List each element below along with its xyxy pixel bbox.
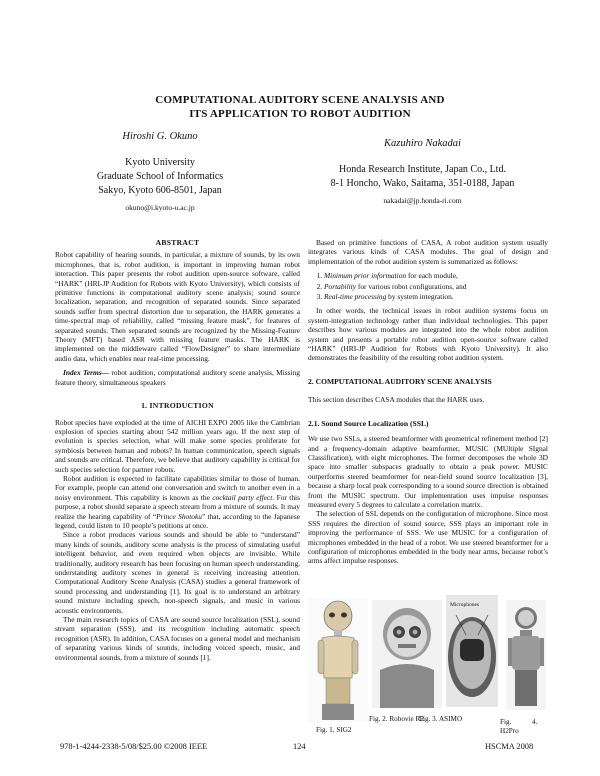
- footer-conference: HSCMA 2008: [485, 742, 534, 751]
- index-terms-text: robot audition, computational auditory scene analysis, Missing feature theory, simultaneous speakers: [55, 368, 301, 387]
- figure-1-caption: Fig. 1. SIG2: [316, 726, 352, 734]
- section-2-heading: 2. COMPUTATIONAL AUDITORY SCENE ANALYSIS: [308, 376, 492, 386]
- left-column: [55, 238, 300, 662]
- abstract-text: Robot capability of hearing sounds, in particular, a mixture of sounds, by its own microphones, that is, robot audition, is important in improving human robot interaction. This paper presents the robot audition open-source software, called “HARK” (HRI-JP Audition for Robots with Kyoto University), which consists of primitive functions in computational auditory scene analysis; sound source localization, separation, and recognition of separated sounds. Since separated sounds suffer from spectral distortion due to separation, the HARK generates a time-spectral map of reliability, called “missing feature mask”, for features of separated sounds. Then separated sounds are recognized by the Missing-Feature Theory (MFT) based ASR with missing feature masks. The HARK is implemented on the middleware called “FlowDesigner” to share intermediate audio data, which enables near real-time processing.: [55, 250, 300, 363]
- footer-page-number: 124: [293, 742, 306, 751]
- affiliation-line: Honda Research Institute, Japan Co., Ltd.: [339, 164, 506, 175]
- list-item-text: for each module,: [406, 271, 458, 281]
- text-run-italic: cocktail party effect: [212, 492, 273, 502]
- intro-paragraph-3: Since a robot produces various sounds and should be able to “understand” many kinds of sounds, auditory scene analysis is the process of simulating useful intelligent behavior, and even required when objects are invisible. While traditionally, auditory research has been focusing on human speech understanding, understanding auditory scenes in general is receiving increasing attention. Computational Auditory Scene Analysis (CASA) studies a general framework of sound processing and understanding [1]. Its goal is to understand an arbitrary sound mixture including speech, non-speech signals, and music in various acoustic environments.: [55, 530, 300, 615]
- author-email-1: okuno@i.kyoto-u.ac.jp: [125, 203, 195, 212]
- affiliation-line: 8-1 Honcho, Wako, Saitama, 351-0188, Japan: [330, 178, 515, 189]
- list-item-emph: Minimum prior information: [324, 271, 407, 281]
- index-terms: [55, 368, 300, 387]
- paper-title: [60, 93, 540, 121]
- text-run-italic: Prince Shotoku: [156, 511, 202, 521]
- right-paragraph-2: In other words, the technical issues in robot audition systems focus on system-integration technology rather than individual technologies. This paper describes how various modules are integrated into the whole robot audition system and presents a portable robot audition open-source software called “HARK” (HRI-JP Audition for Robots with Kyoto University). It also demonstrates the feasibility of the resulting robot audition system.: [308, 306, 548, 363]
- list-item-emph: Portability: [324, 281, 357, 291]
- list-item: [324, 282, 548, 291]
- figure-3-caption: Fig. 3. ASIMO: [419, 715, 463, 723]
- figure-4-caption-c: H2Pro: [500, 727, 519, 735]
- figure-1: [308, 598, 368, 736]
- asimo-robot-image: [446, 595, 498, 707]
- section-2-text: This section describes CASA modules that the HARK uses.: [308, 395, 485, 405]
- figure-3: [419, 595, 498, 725]
- text-run: ” that, according to the Japanese legend, could listen to 10 people’s petitions at once.: [55, 511, 300, 530]
- figure-4-caption-a: Fig.: [500, 718, 512, 726]
- title-line-2: ITS APPLICATION TO ROBOT AUDITION: [189, 108, 411, 120]
- design-goals-list: [308, 271, 548, 301]
- list-item-text: by system integration.: [386, 292, 454, 302]
- list-item: [324, 292, 548, 301]
- figure-4: [500, 600, 546, 735]
- affiliation-line: Sakyo, Kyoto 606-8501, Japan: [98, 185, 222, 196]
- section-2-1-paragraph-1: We use two SSLs, a steered beamformer with geometrical refinement method [2] and a frequency-domain adaptive beamformer, MUSIC (MUltiple SIgnal Classification), with eight microphones. The former decomposes the whole 3D space into smaller subspaces gradually to obtain a peak power. MUSIC outperforms steered beamformer for near-field sound source localization [3], because a sharp local peak corresponding to a sound source direction is obtained from the MUSIC spectrum. Our implementation uses impulse responses measured every 5 degrees to calculate a correlation matrix.: [308, 434, 548, 509]
- h2pro-robot-image: [506, 600, 546, 710]
- sig2-robot-image: [308, 598, 368, 722]
- author-affiliation-2: [295, 163, 550, 191]
- text-run: Robot audition is expected to facilitate capabilities similar to those of human. For example, people can attend one conversation and switch to another even in a noisy environment. This capability is known as the: [55, 473, 300, 502]
- author-block-2: [295, 138, 550, 205]
- intro-paragraph-2: [55, 474, 300, 530]
- author-name-2: Kazuhiro Nakadai: [384, 138, 461, 149]
- list-item: [324, 271, 548, 280]
- author-affiliation-1: [60, 156, 260, 198]
- affiliation-line: Graduate School of Informatics: [96, 171, 224, 182]
- author-email-2: nakadai@jp.honda-ri.com: [383, 196, 462, 205]
- intro-heading: 1. INTRODUCTION: [141, 401, 214, 411]
- figure-2: [369, 600, 442, 725]
- author-block-1: [60, 131, 260, 212]
- footer-isbn: 978-1-4244-2338-5/08/$25.00 ©2008 IEEE: [60, 742, 208, 751]
- author-name-1: Hiroshi G. Okuno: [122, 131, 198, 142]
- abstract-heading: ABSTRACT: [155, 238, 200, 247]
- right-column: [308, 238, 548, 566]
- list-item-text: for various robot configurations, and: [356, 281, 467, 291]
- intro-paragraph-1: Robot species have exploded at the time of AICHI EXPO 2005 like the Cambrian explosion of species starting about 542 million years ago. If the next step of evolution is species selection, what will make some species proliferate for symbiosis between human and robots? In human communication, speech signals and sounds are critical. Therefore, we believe that auditory capability is critical for such species selection for partner robots.: [55, 417, 300, 474]
- title-line-1: COMPUTATIONAL AUDITORY SCENE ANALYSIS AND: [155, 94, 445, 106]
- figure-4-caption-b: 4.: [532, 718, 538, 726]
- right-paragraph-1: Based on primitive functions of CASA, A robot audition system usually integrates various kinds of CASA modules. The goal of design and implementation of the robot audition system is summarized as follows:: [308, 238, 548, 266]
- section-2-1-heading: 2.1. Sound Source Localization (SSL): [308, 418, 429, 428]
- intro-paragraph-4: The main research topics of CASA are sound source localization (SSL), sound stream separation (SSS), and its recognition including automatic speech recognition (ASR). In addition, CASA focuses on a general model and mechanism of separating various kinds of sounds, including voiced speech, music, and environmental sounds, from a mixture of sounds [1].: [55, 615, 300, 662]
- microphones-label: Microphones: [450, 602, 480, 608]
- affiliation-line: Kyoto University: [125, 157, 195, 168]
- list-item-emph: Real-time processing: [324, 292, 387, 302]
- index-terms-label: Index Terms—: [63, 368, 110, 378]
- section-2-1-paragraph-2: The selection of SSL depends on the configuration of microphone. Since most SSS requires the direction of sound source, SSS plays an important role in improving the performance of SSS. We use MUSIC for a configuration of microphones embedded in the head of a robot. We use steered beamformer for a configuration of microphones embedded in the body near arms, because robot’s arms affect impulse responses.: [308, 509, 548, 566]
- text-run: . For this purpose, a robot should separate a speech stream from a mixture of sounds. It may realize the hearing capability of “: [55, 492, 300, 521]
- robovie-robot-image: [372, 600, 442, 708]
- figure-2-caption: Fig. 2. Robovie R2: [369, 715, 424, 723]
